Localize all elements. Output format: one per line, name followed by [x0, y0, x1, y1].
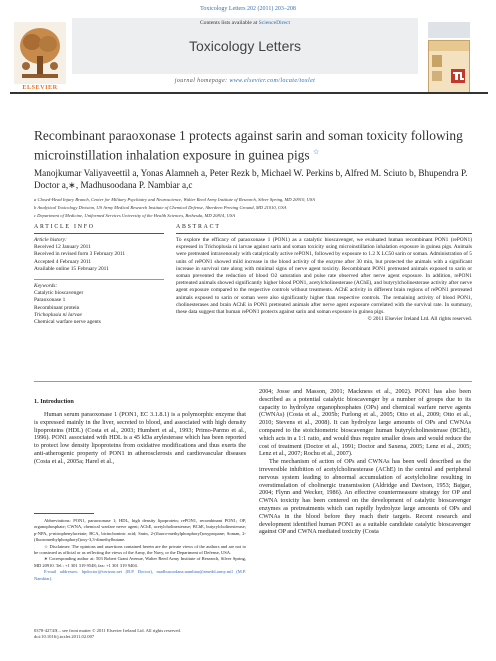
- footnotes: [34, 518, 246, 582]
- cover-top-band: [428, 22, 470, 38]
- journal-title: Toxicology Letters: [188, 38, 302, 54]
- keywords-rule: [34, 279, 164, 280]
- article-title: [34, 128, 474, 163]
- intro-paragraph-1-cont: 2004; Josse and Masson, 2001; Mackness et al., 2002). PON1 has also been described as a potential catalytic bioscavenger by a number of groups due to its capacity to hydrolyze organophosphates (OPs) and chemical warfare nerve agents (CWNAs) (Costa et al., 2005b; Furlong et al., 2005; Otto et al., 2009; Otto et al., 2010; Stevens et al., 2008). It can hydrolyze large amounts of OPs and CWNAs compared to the stoichiometric bioscavenger human butyrylcholinesterase (BChE), which acts in a 1:1 ratio, and would thus require smaller doses and would reduce the cost of treatment (Doctor et al., 1991; Doctor and Saxena, 2005; Lenz et al., 2005; Lenz et al., 2007; Rochu et al., 2007).: [259, 388, 471, 458]
- footnote-rule: [34, 513, 94, 514]
- article-info-rule: [34, 233, 164, 234]
- footnote-corresponding: ∗ Corresponding author at: 503 Robert Grant Avenue, Walter Reed Army Institute of Research, Silver Spring, MD 20910. Tel.: +1 301 319 9548; fax: +1 301 319 9404.: [34, 556, 246, 568]
- abstract-copyright: © 2011 Elsevier Ireland Ltd. All rights reserved.: [367, 316, 472, 323]
- article-history: [34, 237, 164, 273]
- history-label: Article history:: [34, 237, 67, 243]
- contents-line: [72, 20, 418, 26]
- homepage-link[interactable]: www.elsevier.com/locate/toxlet: [229, 78, 316, 84]
- section-heading-introduction: 1. Introduction: [34, 398, 74, 405]
- author-list: Manojkumar Valiyaveettil a, Yonas Alamneh a, Peter Rezk b, Michael W. Perkins b, Alfred M. Sciuto b, Bhupendra P. Doctor a,∗, Madhusoodana P. Nambiar a,c: [34, 168, 468, 190]
- history-received: Received 12 January 2011: [34, 244, 91, 251]
- title-footnote-mark[interactable]: ☆: [312, 148, 320, 156]
- history-online: Available online 15 February 2011: [34, 265, 109, 272]
- footnote-email[interactable]: E-mail addresses: bpdoctor@verizon.net (B.P. Doctor), madhusoodana.nambiar@amedd.army.mil (M.P. Nambiar).: [34, 569, 246, 581]
- history-revised: Received in revised form 3 February 2011: [34, 251, 126, 258]
- sciencedirect-link[interactable]: ScienceDirect: [258, 20, 291, 26]
- header-rule: [10, 92, 488, 94]
- elsevier-tree-logo-icon: [14, 22, 66, 84]
- keyword-item: Trichoplusia ni larvae: [34, 311, 82, 318]
- intro-right-column: [259, 388, 471, 536]
- front-matter-copyright: [34, 628, 246, 641]
- affiliations: [34, 196, 474, 220]
- abstract-rule: [176, 233, 472, 234]
- keywords-label: Keywords:: [34, 283, 58, 289]
- journal-homepage: [72, 78, 418, 84]
- contents-prefix: Contents lists available at: [199, 20, 259, 26]
- abstract-text: To explore the efficacy of paraoxonase 1 (PON1) as a catalytic bioscavenger, we evaluated human recombinant PON1 (rePON1) expressed in Trichoplusia ni larvae against sarin and soman toxicity using microinstillation inhalation exposure in guinea pigs. Animals were pretreated intravenously with catalytically active rePON1, followed by exposure to 1.2 X LC50 sarin or soman. Administration of 5 units of rePON1 showed mild increase in the blood activity of the enzyme after 30 min, but protected the animals with a significant increase in survival rate along with minimal signs of nerve agent toxicity. Recombinant PON1 pretreated animals exposed to sarin or soman prevented the reduction of blood O2 saturation and pulse rate observed after nerve agent exposure. In addition, rePON1 pretreated animals showed significantly higher blood PON1, acetylcholinesterase (AChE), and butyrylcholinesterase activity after nerve agent exposure compared to the respective controls without treatments. AChE activity in different brain regions of rePON1 pretreated animals exposed to sarin or soman were also significantly higher than respective controls. The remaining activity of blood PON1, cholinesterases and brain AChE in PON1 pretreated animals after nerve agent exposure correlated with the survival rate. In summary, these data suggest that human rePON1 protects against sarin and soman exposure in guinea pigs.: [176, 237, 472, 316]
- publisher-name: ELSEVIER: [22, 84, 58, 91]
- intro-paragraph-2: The mechanism of action of OPs and CWNAs has been well described as the irreversible inhibition of acetylcholinesterase (AChE) in the central and peripheral nervous system leading to abnormal accumulation of acetylcholine resulting in overstimulation of cholinergic transmission (Aldridge and Davison, 1953; Bajgar, 2004; Flynn and Wecker, 1986). An effective countermeasure strategy for OP and CWNA toxicity has been centered on the development of catalytic bioscavenger enzymes as pretreatments which can rapidly hydrolyze large amounts of OPs and CWNAs in the blood before they reach their targets. Recent research and development identified human PON1 as a suitable candidate catalytic bioscavenger against OP and CWNA mediated toxicity (Costa: [259, 458, 471, 536]
- footnote-abbreviations: Abbreviations: PON1, paraoxonase 1; HDL, high density lipoprotein; rePON1, recombinant PON1; OP, organophosphate; CWNA, chemical warfare nerve agent; AChE, acetylcholinesterase; BChE, butyrylcholinesterase; p-NPA, p-nitrophenylacetate; BCA, bicinchoninic acid; Sarin, 2-(fluoro-methylphosphoryl)oxypropane; Soman, 2-(fluoromethylphosphoryl)oxy-3,3-dimethylbutane.: [34, 518, 246, 543]
- homepage-prefix: journal homepage:: [174, 78, 230, 84]
- intro-left-column: [34, 411, 246, 466]
- copyright-line: 0378-4274/$ – see front matter © 2011 Elsevier Ireland Ltd. All rights reserved.: [34, 628, 181, 633]
- keyword-item: Chemical warfare nerve agents: [34, 319, 101, 326]
- footnote-disclaimer: ☆ Disclaimer: The opinions and assertions contained herein are the private views of the authors and are not to be construed as official or as reflecting the views of the Army, the Navy, or the Department of Defense, USA.: [34, 543, 246, 556]
- article-title-text: Recombinant paraoxonase 1 protects against sarin and soman toxicity following microinstillation inhalation exposure in guinea pigs: [34, 128, 463, 163]
- affiliation-b: b Analytical Toxicology Division, US Army Medical Research Institute of Chemical Defense, Aberdeen Proving Ground, MD 21010, USA: [34, 205, 287, 210]
- abstract-body: [176, 237, 472, 323]
- keyword-item: Paraoxonase 1: [34, 297, 66, 304]
- affiliation-c: c Department of Medicine, Uniformed Services University of the Health Sciences, Bethesda, MD 20814, USA: [34, 213, 236, 218]
- journal-cover-icon: [428, 40, 470, 94]
- doi-link[interactable]: doi:10.1016/j.toxlet.2011.02.007: [34, 634, 95, 640]
- affiliation-a: a Closed-Head Injury Branch, Center for Military Psychiatry and Neuroscience, Walter Reed Army Institute of Research, Silver Spring, MD 20910, USA: [34, 197, 315, 202]
- journal-reference[interactable]: Toxicology Letters 202 (2011) 203–208: [200, 6, 296, 12]
- abstract-heading: ABSTRACT: [176, 224, 221, 230]
- intro-paragraph-1: Human serum paraoxonase 1 (PON1, EC 3.1.8.1) is a polymorphic enzyme that is expressed mainly in the liver, secreted to blood, and associated with high density lipoproteins (HDL) (Costa et al., 2003; Humbert et al., 1993; Primo-Parmo et al., 1996). PON1 associated with HDL is a 45 kDa arylesterase which has been reported to protect low density lipoproteins from oxidative modifications and thus exerts the anti-atherogenic property of PON1 in atherosclerosis and cardiovascular diseases (Costa et al., 2005a; Harel et al.,: [34, 411, 246, 465]
- article-info-heading: ARTICLE INFO: [34, 224, 95, 230]
- keyword-item: Catalytic bioscavenger: [34, 290, 84, 297]
- abstract-bottom-rule: [34, 381, 472, 382]
- keywords-block: [34, 283, 164, 326]
- keyword-item: Recombinant protein: [34, 304, 80, 311]
- history-accepted: Accepted 4 February 2011: [34, 258, 92, 265]
